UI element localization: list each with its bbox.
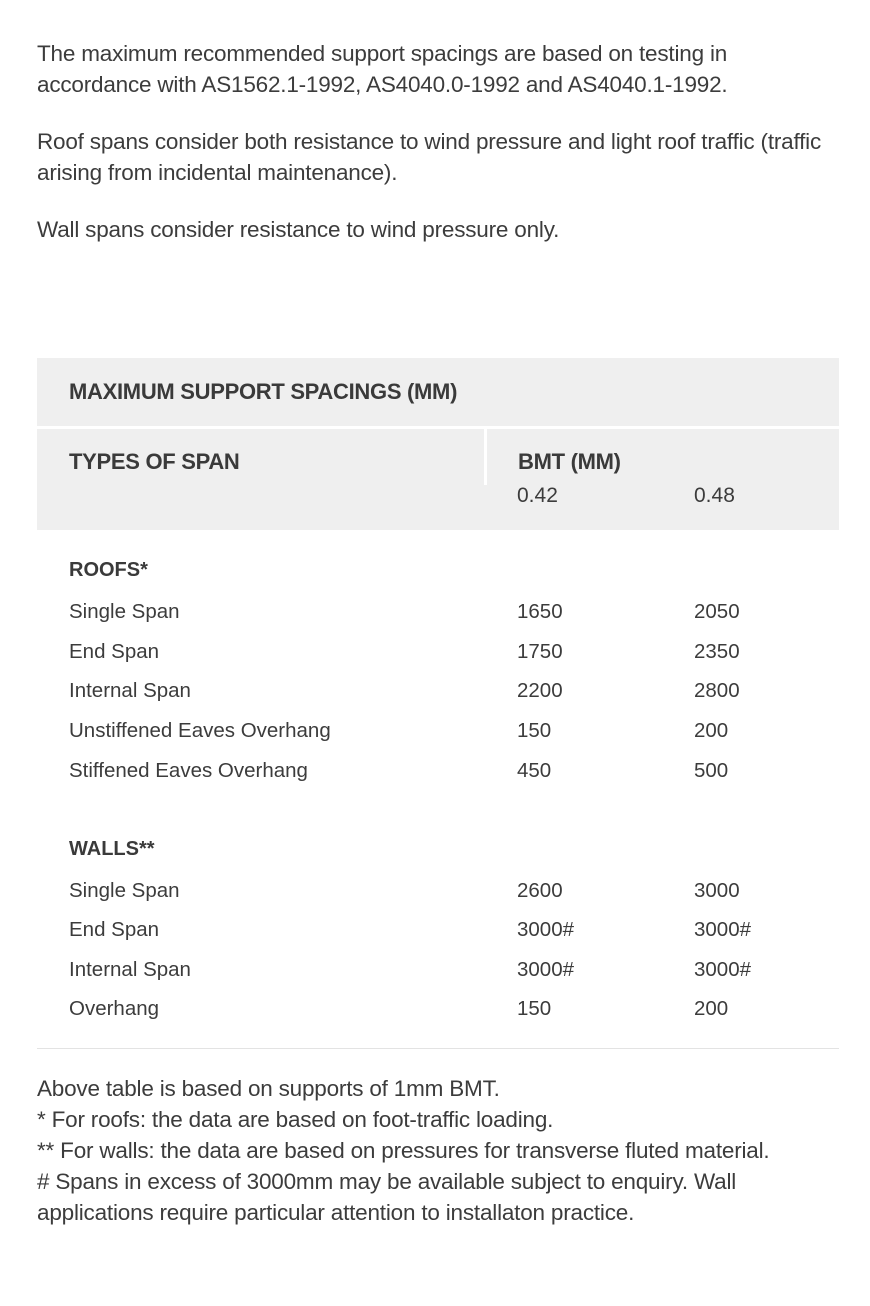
value-048: 200 <box>694 997 729 1020</box>
table-row <box>37 600 839 640</box>
footnote-spans: # Spans in excess of 3000mm may be available subject to enquiry. Wall applications require particular attention to installaton practice. <box>37 1169 737 1225</box>
value-042: 150 <box>517 997 552 1020</box>
span-type: End Span <box>69 918 160 941</box>
footnote-roofs: * For roofs: the data are based on foot-traffic loading. <box>37 1107 554 1132</box>
table-row <box>37 719 839 759</box>
value-048: 2350 <box>694 640 740 663</box>
intro-paragraph-standards: The maximum recommended support spacings are based on testing in accordance with AS1562.1-1992, AS4040.0-1992 and AS4040.1-1992. <box>37 41 728 97</box>
table-row <box>37 640 839 680</box>
span-type: Internal Span <box>69 958 191 981</box>
walls-section <box>37 800 839 1040</box>
value-042: 1750 <box>517 640 563 663</box>
support-spacings-table <box>37 358 839 1040</box>
column-header-types: TYPES OF SPAN <box>69 449 240 474</box>
intro-paragraph-roof: Roof spans consider both resistance to wind pressure and light roof traffic (traffic arising from incidental maintenance). <box>37 129 822 185</box>
span-type: Stiffened Eaves Overhang <box>69 759 308 782</box>
footnotes <box>37 1073 837 1228</box>
span-type: Single Span <box>69 879 180 902</box>
span-type: Overhang <box>69 997 160 1020</box>
value-042: 2200 <box>517 679 563 702</box>
span-type: Unstiffened Eaves Overhang <box>69 719 331 742</box>
table-bottom-divider <box>37 1048 839 1049</box>
span-type: Single Span <box>69 600 180 623</box>
span-type: End Span <box>69 640 160 663</box>
table-title: MAXIMUM SUPPORT SPACINGS (MM) <box>37 358 839 426</box>
table-row <box>37 759 839 799</box>
value-048: 2050 <box>694 600 740 623</box>
walls-title: WALLS** <box>69 838 155 860</box>
table-row <box>37 679 839 719</box>
value-048: 3000 <box>694 879 740 902</box>
value-048: 200 <box>694 719 729 742</box>
value-042: 3000# <box>517 958 575 981</box>
intro-text <box>37 38 837 271</box>
table-header <box>37 429 839 530</box>
value-042: 2600 <box>517 879 563 902</box>
footnote-walls: ** For walls: the data are based on pressures for transverse fluted material. <box>37 1138 770 1163</box>
table-row <box>37 958 839 998</box>
column-header-bmt: BMT (MM) <box>518 449 621 474</box>
thickness-042: 0.42 <box>517 484 558 507</box>
table-row <box>37 997 839 1037</box>
value-048: 500 <box>694 759 729 782</box>
footnote-supports: Above table is based on supports of 1mm BMT. <box>37 1076 500 1101</box>
thickness-048: 0.48 <box>694 484 735 507</box>
value-042: 3000# <box>517 918 575 941</box>
header-divider <box>484 429 487 485</box>
roofs-section <box>37 530 839 800</box>
table-row <box>37 879 839 919</box>
value-048: 3000# <box>694 918 752 941</box>
value-048: 3000# <box>694 958 752 981</box>
value-042: 1650 <box>517 600 563 623</box>
roofs-title: ROOFS* <box>69 559 148 581</box>
value-042: 150 <box>517 719 552 742</box>
table-row <box>37 918 839 958</box>
intro-paragraph-wall: Wall spans consider resistance to wind pressure only. <box>37 217 560 242</box>
span-type: Internal Span <box>69 679 191 702</box>
value-048: 2800 <box>694 679 740 702</box>
value-042: 450 <box>517 759 552 782</box>
